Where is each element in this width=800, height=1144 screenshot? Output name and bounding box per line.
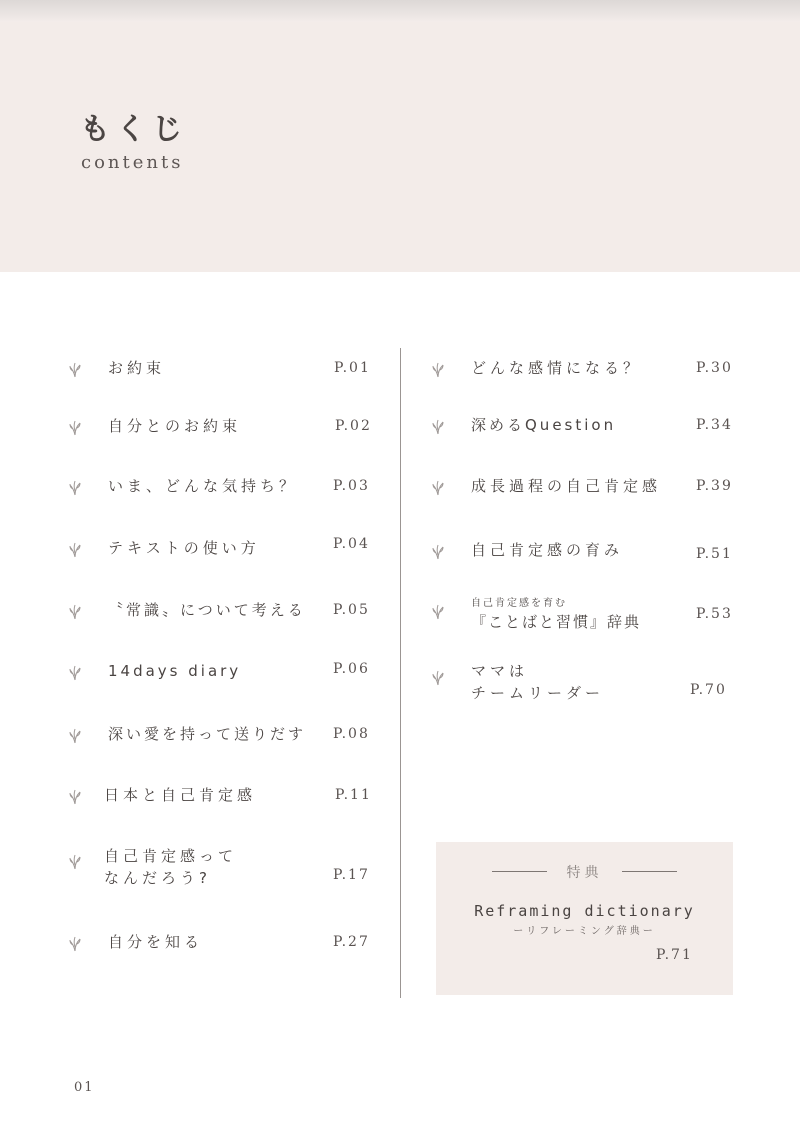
toc-item[interactable] (68, 722, 378, 746)
toc-item-label: テキストの使い方 (108, 539, 260, 557)
toc-item[interactable] (68, 414, 378, 438)
leaf-sprig-icon (68, 538, 82, 558)
leaf-sprig-icon (68, 476, 82, 496)
toc-item-label: いま、どんな気持ち？ (108, 477, 299, 495)
top-shade (0, 0, 800, 22)
toc-item-label-line2: 『ことばと習慣』辞典 (471, 613, 642, 631)
toc-page-ref: P.27 (333, 934, 370, 950)
bonus-name: Reframing dictionary (474, 902, 695, 920)
toc-item-label: 自己肯定感の育み (471, 541, 624, 559)
leaf-sprig-icon (431, 540, 445, 560)
toc-item-label: 深めるQuestion (471, 416, 617, 434)
toc-item-label: 自分とのお約束 (108, 417, 242, 435)
leaf-sprig-icon (68, 850, 82, 870)
toc-item-label-line2: なんだろう? (104, 869, 211, 887)
toc-item[interactable] (68, 930, 378, 954)
bonus-title: 特典 (566, 865, 603, 881)
toc-page-ref: P.08 (333, 726, 370, 742)
toc-item-label: 深い愛を持って送りだす (108, 725, 307, 743)
toc-page-ref: P.53 (696, 606, 733, 622)
toc-page-ref: P.01 (334, 360, 371, 376)
leaf-sprig-icon (68, 358, 82, 378)
leaf-sprig-icon (431, 600, 445, 620)
leaf-sprig-icon (68, 661, 82, 681)
toc-item[interactable] (68, 536, 378, 560)
column-divider (400, 348, 401, 998)
toc-page-ref: P.02 (335, 418, 372, 434)
toc-item-label-line1: ママは (471, 662, 529, 680)
toc-item[interactable] (68, 845, 378, 891)
leaf-sprig-icon (431, 415, 445, 435)
toc-item[interactable] (68, 474, 378, 498)
toc-item-label: 自分を知る (108, 933, 204, 951)
toc-item[interactable] (68, 356, 378, 380)
leaf-sprig-icon (431, 358, 445, 378)
toc-item-label: どんな感情になる？ (471, 359, 643, 377)
leaf-sprig-icon (68, 416, 82, 436)
toc-item[interactable] (431, 538, 741, 562)
toc-item[interactable] (431, 413, 741, 437)
toc-item-label: 成長過程の自己肯定感 (471, 477, 662, 495)
leaf-sprig-icon (68, 724, 82, 744)
leaf-sprig-icon (68, 785, 82, 805)
toc-page-ref: P.34 (696, 417, 733, 433)
leaf-sprig-icon (68, 932, 82, 952)
toc-item-label: お約束 (108, 359, 166, 377)
leaf-sprig-icon (68, 600, 82, 620)
toc-item-label (471, 596, 641, 632)
toc-item[interactable] (431, 474, 741, 498)
toc-item-label (471, 660, 604, 704)
page-number: 01 (74, 1080, 95, 1095)
toc-page-ref: P.04 (333, 536, 370, 552)
toc-item-label-line2: チームリーダー (471, 684, 605, 702)
page-subtitle: contents (81, 152, 184, 173)
toc-item-label (104, 845, 237, 889)
toc-item-label: 日本と自己肯定感 (104, 786, 257, 804)
toc-item[interactable] (68, 659, 378, 683)
leaf-sprig-icon (431, 666, 445, 686)
toc-page-ref: P.30 (696, 360, 733, 376)
bonus-box[interactable] (436, 842, 733, 995)
toc-item-label: 14days diary (108, 662, 242, 680)
toc-item[interactable] (431, 660, 741, 706)
bonus-page-ref: P.71 (656, 947, 693, 963)
toc-item-label: 〝常識〟について考える (108, 601, 306, 619)
toc-page-ref: P.70 (690, 682, 727, 698)
toc-item[interactable] (68, 783, 378, 807)
toc-page-ref: P.17 (333, 867, 370, 883)
toc-item-label-small: 自己肯定感を育む (471, 598, 567, 609)
toc-item[interactable] (431, 596, 741, 636)
page-title: もくじ (80, 112, 188, 147)
toc-page-ref: P.03 (333, 478, 370, 494)
toc-page-ref: P.06 (333, 661, 370, 677)
toc-page-ref: P.51 (696, 546, 733, 562)
toc-page-ref: P.05 (333, 602, 370, 618)
toc-item[interactable] (68, 598, 378, 622)
toc-item-label-line1: 自己肯定感って (104, 847, 238, 865)
bonus-rule-right (622, 871, 677, 872)
toc-item[interactable] (431, 356, 741, 380)
toc-page-ref: P.11 (335, 787, 372, 803)
leaf-sprig-icon (431, 476, 445, 496)
bonus-subtitle: ーリフレーミング辞典ー (513, 926, 656, 937)
toc-page-ref: P.39 (696, 478, 733, 494)
